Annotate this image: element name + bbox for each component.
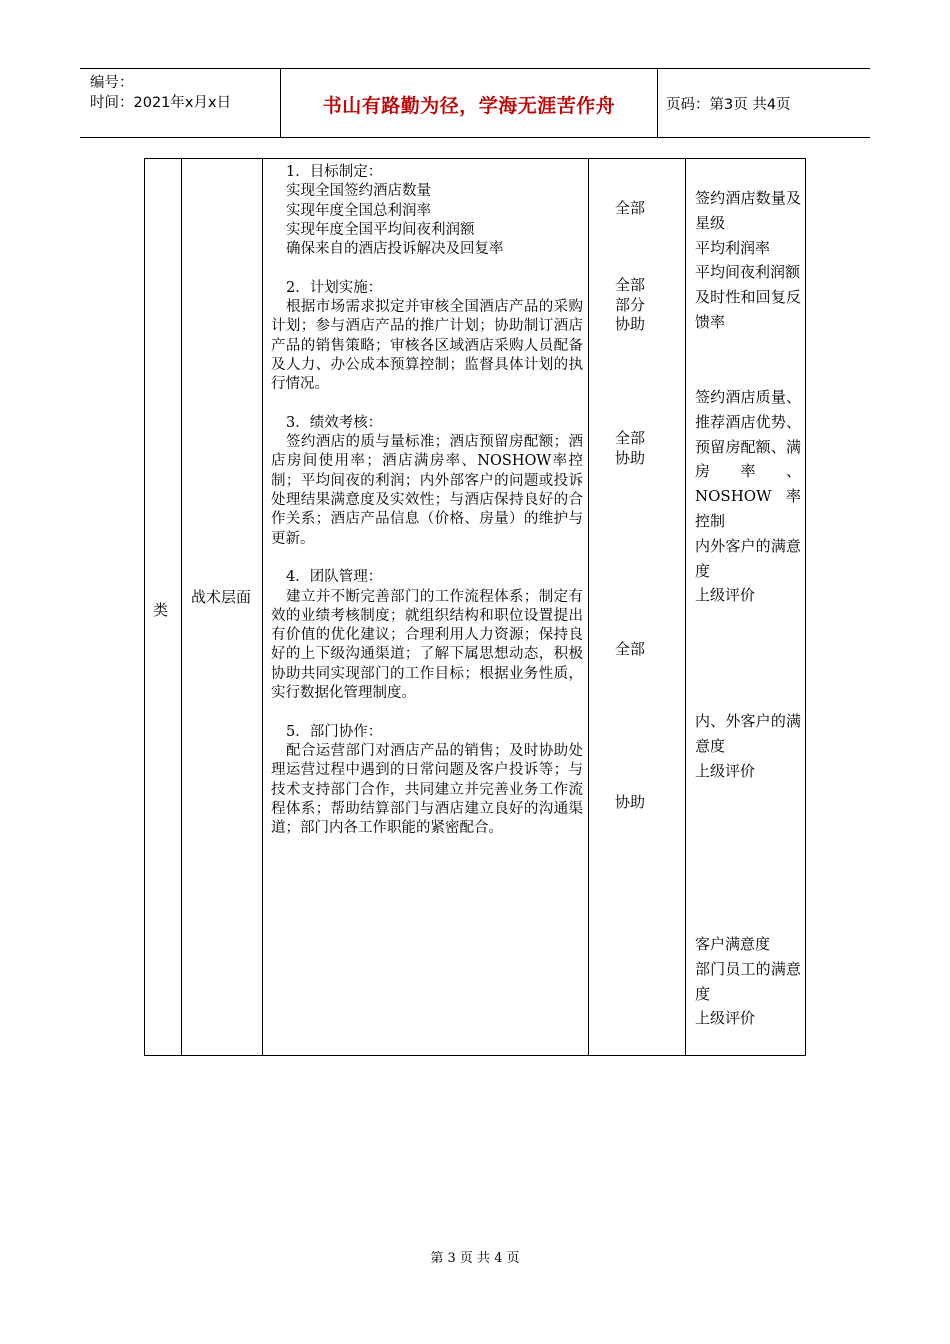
section-cooperation [271, 723, 583, 839]
metric-line: 内外客户的满意度 [695, 536, 801, 580]
section-body: 签约酒店的质与量标准；酒店预留房配额；酒店房间使用率；酒店满房率、NOSHOW率控制；平均间夜的利润；内外部客户的问题或投诉处理结果满意度及实效性；与酒店保持良好的合作关系；酒店产品信息（价格、房量）的维护与更新。 [271, 434, 583, 547]
metric-line: 上级评价 [695, 586, 756, 605]
column-line [262, 159, 263, 1055]
section-body: 建立并不断完善部门的工作流程体系；制定有效的业绩考核制度；就组织结构和职位设置提出有价值的优化建议；合理利用人力资源；保持良好的上下级沟通渠道；了解下属思想动态，积极协助共同实现部门的工作目标；根据业务性质，实行数据化管理制度。 [271, 588, 583, 702]
metric-line: 上级评价 [695, 1009, 756, 1028]
section-goals [271, 163, 583, 259]
scope-line: 全部 [615, 276, 646, 294]
scope-line: 协助 [615, 793, 646, 811]
category-cell: 类 [153, 601, 169, 619]
metric-line: 及时性和回复反馈率 [695, 288, 801, 331]
goal-line: 实现年度全国平均间夜利润额 [286, 221, 475, 238]
goal-line: 确保来自的酒店投诉解决及回复率 [286, 241, 504, 258]
scope-line: 全部 [615, 199, 646, 217]
scope-line: 部分 [615, 295, 646, 314]
header-divider [280, 69, 281, 137]
metric-line: 平均利润率 [695, 238, 771, 257]
metric-entry [695, 932, 801, 1031]
metric-line: 签约酒店质量、推荐酒店优势、预留房配额、满房率、NOSHOW率控制 [695, 388, 801, 530]
section-heading: 5．部门协作： [286, 723, 383, 740]
scope-line: 全部 [615, 429, 646, 447]
scope-line: 协助 [615, 315, 646, 333]
metric-line: 内、外客户的满意度 [695, 712, 801, 755]
scope-line: 全部 [615, 640, 646, 658]
section-plan [271, 279, 583, 395]
column-line [685, 159, 686, 1055]
goal-line: 实现全国签约酒店数量 [286, 183, 431, 200]
section-heading: 2．计划实施： [286, 279, 383, 296]
metric-line: 部门员工的满意度 [695, 959, 801, 1003]
responsibility-table [144, 158, 806, 1056]
goal-line: 实现年度全国总利润率 [286, 202, 431, 219]
scope-entry [615, 199, 645, 219]
number-label: 编号： [90, 75, 134, 91]
section-heading: 3．绩效考核： [286, 414, 383, 431]
metric-line: 上级评价 [695, 761, 756, 780]
section-body: 根据市场需求拟定并审核全国酒店产品的采购计划；参与酒店产品的推广计划；协助制订酒店产品的销售策略；审核各区域酒店采购人员配备及人力、办公成本预算控制；监督具体计划的执行情况。 [271, 299, 583, 393]
metric-line: 平均间夜利润额 [695, 263, 801, 282]
page-header [80, 68, 870, 138]
date-label: 时间：2021年x月x日 [90, 95, 232, 111]
section-body: 配合运营部门对酒店产品的销售；及时协助处理运营过程中遇到的日常问题及客户投诉等；与技术支持部门合作，共同建立并完善业务工作流程体系；帮助结算部门与酒店建立良好的沟通渠道；部门内各工作职能的紧密配合。 [271, 742, 583, 837]
metric-line: 客户满意度 [695, 935, 771, 953]
column-line [588, 159, 589, 1055]
page-footer: 第 3 页 共 4 页 [430, 1251, 520, 1266]
metric-entry [695, 709, 801, 783]
column-line [181, 159, 182, 1055]
section-heading: 4．团队管理： [286, 569, 383, 586]
scope-entry [615, 640, 645, 660]
scope-entry [615, 793, 645, 813]
section-team [271, 568, 583, 703]
scope-line: 协助 [615, 448, 646, 467]
section-performance [271, 414, 583, 549]
scope-entry [615, 276, 645, 335]
level-cell: 战术层面 [191, 588, 252, 606]
metric-entry [695, 385, 801, 608]
header-motto: 书山有路勤为径，学海无涯苦作舟 [322, 95, 616, 117]
header-meta [90, 73, 231, 113]
header-divider [657, 69, 658, 137]
scope-entry [615, 429, 645, 468]
section-heading: 1．目标制定： [286, 164, 383, 180]
content-cell [271, 163, 583, 858]
metric-entry [695, 186, 801, 335]
metric-line: 签约酒店数量及星级 [695, 189, 801, 232]
page-info: 页码：第3页 共4页 [666, 97, 791, 113]
